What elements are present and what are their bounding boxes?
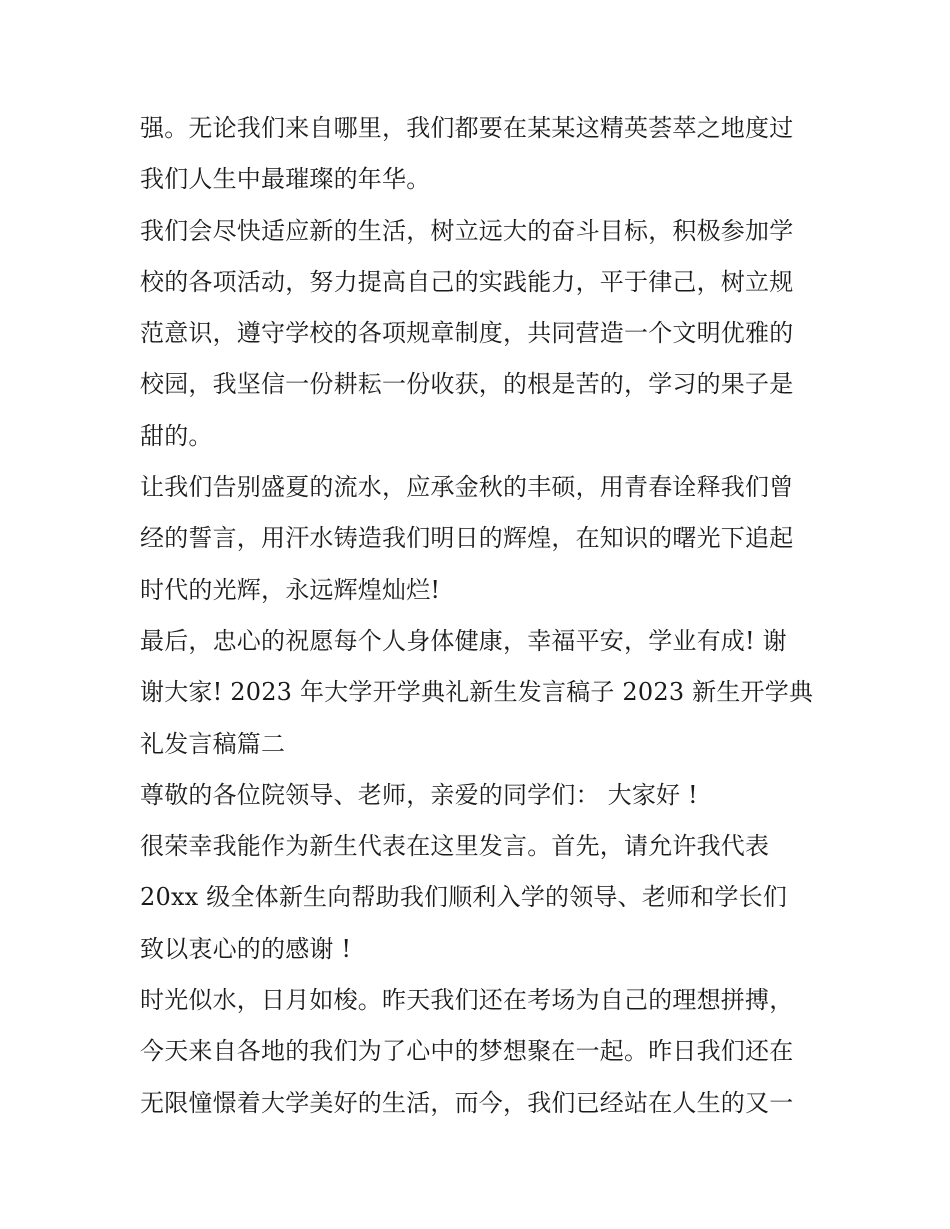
text-line: 经的誓言，用汗水铸造我们明日的辉煌，在知识的曙光下追起 [140, 524, 794, 553]
text-line: 校园，我坚信一份耕耘一份收获，的根是苦的，学习的果子是 [140, 370, 794, 399]
text-line: 最后，忠心的祝愿每个人身体健康，幸福平安，学业有成! 谢 [140, 626, 787, 655]
text-line: 甜的。 [140, 421, 213, 450]
text-line: 20xx 级全体新生向帮助我们顺利入学的领导、老师和学长们 [140, 883, 788, 912]
text-line: 时光似水，日月如梭。昨天我们还在考场为自己的理想拼搏， [140, 986, 794, 1015]
text-line: 校的各项活动，努力提高自己的实践能力，平于律己，树立规 [140, 267, 794, 296]
text-line: 谢大家! 2023 年大学开学典礼新生发言稿子 2023 新生开学典 [140, 678, 814, 707]
text-line: 今天来自各地的我们为了心中的梦想聚在一起。昨日我们还在 [140, 1037, 794, 1066]
text-line: 我们人生中最璀璨的年华。 [140, 165, 431, 194]
text-line: 强。无论我们来自哪里，我们都要在某某这精英荟萃之地度过 [140, 114, 794, 142]
document-body [140, 103, 820, 1129]
text-line: 让我们告别盛夏的流水，应承金秋的丰硕，用青春诠释我们曾 [140, 473, 794, 502]
text-line: 尊敬的各位院领导、老师，亲爱的同学们： 大家好 ! [140, 780, 698, 809]
text-line: 范意识，遵守学校的各项规章制度，共同营造一个文明优雅的 [140, 319, 794, 348]
text-line: 无限憧憬着大学美好的生活，而今，我们已经站在人生的又一 [140, 1088, 794, 1117]
text-line: 致以衷心的的感谢 ! [140, 934, 352, 963]
text-line: 礼发言稿篇二 [140, 729, 286, 758]
text-line: 时代的光辉，永远辉煌灿烂! [140, 575, 441, 604]
text-line: 我们会尽快适应新的生活，树立远大的奋斗目标，积极参加学 [140, 216, 794, 245]
text-line: 很荣幸我能作为新生代表在这里发言。首先，请允许我代表 [140, 832, 770, 861]
